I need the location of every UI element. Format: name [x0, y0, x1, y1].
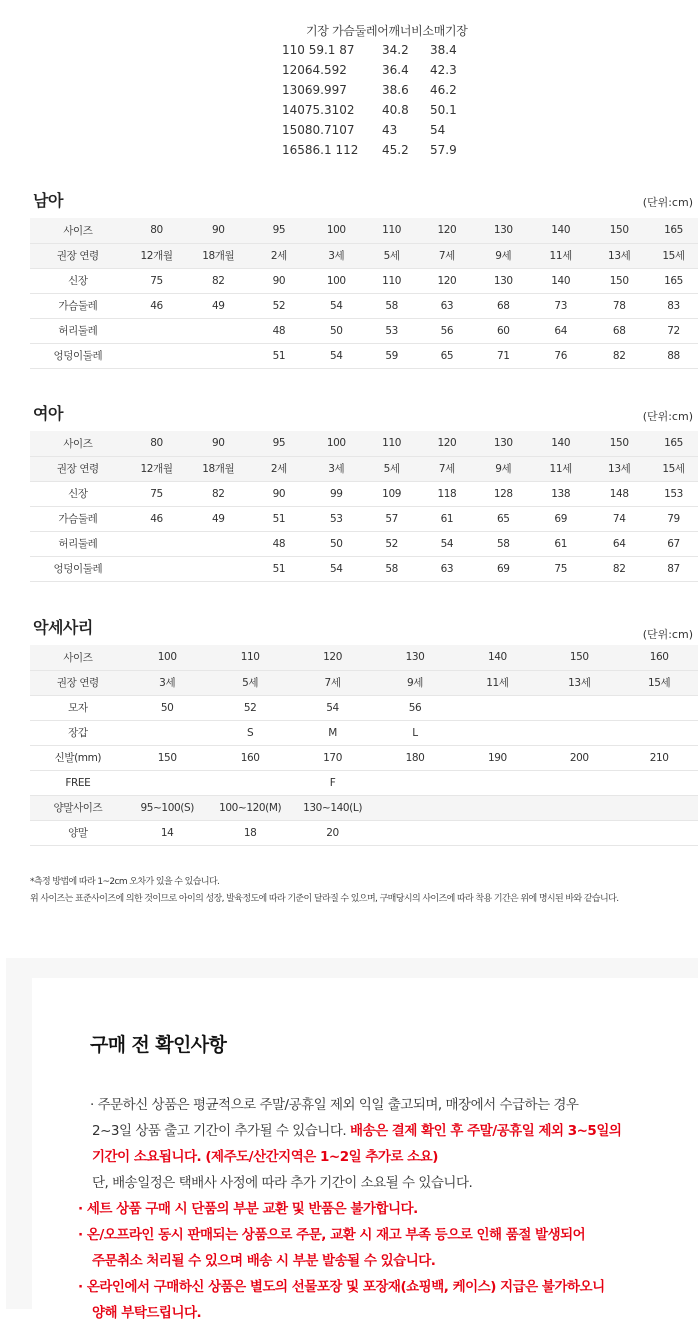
- top-size-cell: 46.2: [430, 83, 457, 97]
- top-size-cell: 50.1: [430, 103, 457, 117]
- table-cell: 64: [589, 531, 649, 556]
- table-cell: 78: [589, 293, 649, 318]
- table-cell: 120: [292, 645, 374, 670]
- accessories-table-row: [30, 645, 698, 670]
- measurement-note: *측정 방법에 따라 1~2cm 오차가 있을 수 있습니다.: [30, 877, 220, 887]
- notice-line-2-highlight: 배송은 결제 확인 후 주말/공휴일 제외 3~5일의: [349, 1123, 622, 1139]
- top-size-cell: 34.2: [382, 43, 409, 57]
- table-cell: 68: [475, 293, 532, 318]
- accessories-table-row: [30, 770, 698, 795]
- table-cell: 13세: [589, 243, 649, 268]
- table-cell: 82: [589, 556, 649, 581]
- table-cell: 49: [187, 506, 249, 531]
- table-cell: 9세: [475, 243, 532, 268]
- table-cell: 46: [126, 293, 188, 318]
- table-cell: 48: [249, 318, 309, 343]
- table-cell: 170: [292, 745, 374, 770]
- table-cell: 130: [475, 268, 532, 293]
- table-cell: 120: [419, 218, 474, 243]
- table-cell: 99: [309, 481, 364, 506]
- girls-size-table: [30, 431, 698, 582]
- table-cell: 190: [456, 745, 538, 770]
- accessories-table-row: [30, 695, 698, 720]
- table-cell: M: [292, 720, 374, 745]
- accessories-section-title: 악세사리: [33, 618, 93, 637]
- table-cell: 18: [209, 820, 292, 845]
- table-cell: 51: [249, 556, 309, 581]
- table-cell: 54: [309, 556, 364, 581]
- table-cell: 138: [532, 481, 589, 506]
- table-cell: [538, 720, 620, 745]
- table-cell: [187, 318, 249, 343]
- notice-line-1: · 주문하신 상품은 평균적으로 주말/공휴일 제외 익일 출고되며, 매장에서 수급하는 경우: [90, 1097, 579, 1113]
- table-cell: 12개월: [126, 243, 188, 268]
- table-cell: 118: [419, 481, 474, 506]
- row-header-cell: 엉덩이둘레: [30, 343, 126, 368]
- table-cell: 51: [249, 506, 309, 531]
- table-cell: [187, 343, 249, 368]
- table-cell: 9세: [475, 456, 532, 481]
- table-cell: 150: [538, 645, 620, 670]
- row-header-cell: FREE: [30, 770, 126, 795]
- top-size-cell: 13069.997: [282, 83, 347, 97]
- table-cell: [538, 770, 620, 795]
- table-cell: 69: [532, 506, 589, 531]
- table-cell: S: [209, 720, 292, 745]
- row-header-cell: 양말: [30, 820, 126, 845]
- table-cell: 54: [419, 531, 474, 556]
- table-cell: 59: [364, 343, 419, 368]
- table-cell: [187, 531, 249, 556]
- table-cell: 90: [187, 431, 249, 456]
- table-cell: 95~100(S): [126, 795, 209, 820]
- table-cell: 210: [620, 745, 698, 770]
- table-cell: 130~140(L): [292, 795, 374, 820]
- table-cell: 148: [589, 481, 649, 506]
- row-header-cell: 엉덩이둘레: [30, 556, 126, 581]
- notice-line-8: · 온라인에서 구매하신 상품은 별도의 선물포장 및 포장재(쇼핑백, 케이스) 지급은 불가하오니: [78, 1279, 605, 1295]
- row-header-cell: 양말사이즈: [30, 795, 126, 820]
- table-cell: 150: [589, 268, 649, 293]
- table-cell: 80: [126, 218, 188, 243]
- accessories-table-row: [30, 720, 698, 745]
- row-header-cell: 사이즈: [30, 431, 126, 456]
- top-size-cell: 57.9: [430, 143, 457, 157]
- top-size-cell: 15080.7107: [282, 123, 355, 137]
- table-cell: 13세: [538, 670, 620, 695]
- table-cell: [126, 343, 188, 368]
- table-cell: 79: [649, 506, 698, 531]
- table-cell: 130: [374, 645, 457, 670]
- table-cell: 75: [532, 556, 589, 581]
- table-cell: [620, 770, 698, 795]
- table-cell: [538, 820, 620, 845]
- table-cell: [620, 795, 698, 820]
- table-cell: 61: [532, 531, 589, 556]
- table-cell: 80: [126, 431, 188, 456]
- table-cell: 82: [187, 481, 249, 506]
- top-size-cell: 36.4: [382, 63, 409, 77]
- table-cell: 58: [364, 556, 419, 581]
- table-cell: 15세: [649, 456, 698, 481]
- notice-line-5: · 세트 상품 구매 시 단품의 부분 교환 및 반품은 불가합니다.: [78, 1201, 418, 1217]
- notice-line-9: 양해 부탁드립니다.: [92, 1305, 202, 1321]
- notice-line-2-text: 2~3일 상품 출고 기간이 추가될 수 있습니다.: [92, 1123, 350, 1139]
- table-cell: 58: [364, 293, 419, 318]
- table-cell: [620, 720, 698, 745]
- table-cell: 5세: [364, 456, 419, 481]
- purchase-notice-card: [32, 978, 698, 1321]
- table-cell: 130: [475, 431, 532, 456]
- table-cell: 88: [649, 343, 698, 368]
- table-cell: L: [374, 720, 457, 745]
- table-cell: 56: [374, 695, 457, 720]
- top-size-cell: 40.8: [382, 103, 409, 117]
- table-cell: 110: [209, 645, 292, 670]
- table-cell: [456, 695, 538, 720]
- top-size-header: 기장 가슴둘레어깨너비소매기장: [306, 24, 468, 38]
- notice-line-3: 기간이 소요됩니다. (제주도/산간지역은 1~2일 추가로 소요): [92, 1149, 438, 1165]
- table-cell: 110: [364, 218, 419, 243]
- table-cell: [538, 795, 620, 820]
- table-cell: 90: [187, 218, 249, 243]
- table-cell: F: [292, 770, 374, 795]
- table-cell: 20: [292, 820, 374, 845]
- table-cell: 52: [249, 293, 309, 318]
- table-cell: 83: [649, 293, 698, 318]
- table-cell: 130: [475, 218, 532, 243]
- girls-table-row: [30, 556, 698, 581]
- table-cell: 160: [209, 745, 292, 770]
- table-cell: 15세: [649, 243, 698, 268]
- table-cell: [456, 770, 538, 795]
- table-cell: 150: [589, 218, 649, 243]
- accessories-table-row: [30, 670, 698, 695]
- table-cell: 75: [126, 481, 188, 506]
- row-header-cell: 허리둘레: [30, 531, 126, 556]
- boys-table-row: [30, 293, 698, 318]
- boys-table-row: [30, 243, 698, 268]
- boys-table-row: [30, 343, 698, 368]
- table-cell: 109: [364, 481, 419, 506]
- table-cell: [126, 770, 209, 795]
- row-header-cell: 권장 연령: [30, 670, 126, 695]
- table-cell: 18개월: [187, 456, 249, 481]
- table-cell: 100: [309, 268, 364, 293]
- table-cell: 11세: [456, 670, 538, 695]
- row-header-cell: 가슴둘레: [30, 293, 126, 318]
- table-cell: [126, 531, 188, 556]
- table-cell: 140: [532, 268, 589, 293]
- accessories-table-row: [30, 795, 698, 820]
- accessories-table-row: [30, 745, 698, 770]
- top-size-cell: 14075.3102: [282, 103, 355, 117]
- table-cell: 7세: [419, 243, 474, 268]
- table-cell: 54: [309, 343, 364, 368]
- table-cell: 72: [649, 318, 698, 343]
- table-cell: 100: [126, 645, 209, 670]
- table-cell: [456, 795, 538, 820]
- girls-table-row: [30, 531, 698, 556]
- row-header-cell: 가슴둘레: [30, 506, 126, 531]
- table-cell: 50: [309, 531, 364, 556]
- accessories-table-row: [30, 820, 698, 845]
- table-cell: 90: [249, 268, 309, 293]
- table-cell: 100~120(M): [209, 795, 292, 820]
- table-cell: 69: [475, 556, 532, 581]
- purchase-notice-panel: [6, 958, 698, 1321]
- top-size-cell: 42.3: [430, 63, 457, 77]
- table-cell: [374, 820, 457, 845]
- table-cell: 49: [187, 293, 249, 318]
- table-cell: 58: [475, 531, 532, 556]
- table-cell: 54: [309, 293, 364, 318]
- top-size-block: [0, 0, 698, 170]
- table-cell: 2세: [249, 243, 309, 268]
- table-cell: 73: [532, 293, 589, 318]
- table-cell: 63: [419, 293, 474, 318]
- table-cell: [538, 695, 620, 720]
- top-size-cell: 38.4: [430, 43, 457, 57]
- table-cell: 15세: [620, 670, 698, 695]
- row-header-cell: 신장: [30, 481, 126, 506]
- girls-unit-label: (단위:cm): [642, 410, 693, 423]
- accessories-unit-label: (단위:cm): [642, 628, 693, 641]
- top-size-cell: 54: [430, 123, 446, 137]
- table-cell: 140: [532, 431, 589, 456]
- table-cell: 57: [364, 506, 419, 531]
- table-cell: 63: [419, 556, 474, 581]
- table-cell: 140: [532, 218, 589, 243]
- table-cell: 2세: [249, 456, 309, 481]
- table-cell: [456, 820, 538, 845]
- boys-table-row: [30, 218, 698, 243]
- table-cell: 65: [419, 343, 474, 368]
- table-cell: 65: [475, 506, 532, 531]
- table-cell: 3세: [309, 456, 364, 481]
- table-cell: 95: [249, 431, 309, 456]
- row-header-cell: 장갑: [30, 720, 126, 745]
- table-cell: 120: [419, 268, 474, 293]
- table-cell: 56: [419, 318, 474, 343]
- table-cell: [456, 720, 538, 745]
- table-cell: 90: [249, 481, 309, 506]
- table-cell: [126, 720, 209, 745]
- table-cell: 51: [249, 343, 309, 368]
- table-cell: 50: [126, 695, 209, 720]
- table-cell: 7세: [292, 670, 374, 695]
- table-cell: [126, 318, 188, 343]
- top-size-cell: 43: [382, 123, 398, 137]
- row-header-cell: 사이즈: [30, 645, 126, 670]
- top-size-cell: 45.2: [382, 143, 409, 157]
- top-size-cell: 38.6: [382, 83, 409, 97]
- table-cell: 165: [649, 218, 698, 243]
- notice-line-7: 주문취소 처리될 수 있으며 배송 시 부분 발송될 수 있습니다.: [92, 1253, 436, 1269]
- boys-section-title: 남아: [33, 191, 63, 210]
- boys-size-table: [30, 218, 698, 369]
- table-cell: 120: [419, 431, 474, 456]
- girls-table-row: [30, 481, 698, 506]
- table-cell: 68: [589, 318, 649, 343]
- boys-unit-label: (단위:cm): [642, 196, 693, 209]
- girls-section-title: 여아: [33, 404, 63, 423]
- table-cell: 61: [419, 506, 474, 531]
- table-cell: 150: [589, 431, 649, 456]
- table-cell: 87: [649, 556, 698, 581]
- table-cell: 200: [538, 745, 620, 770]
- table-cell: 11세: [532, 456, 589, 481]
- row-header-cell: 신발(mm): [30, 745, 126, 770]
- accessories-size-table: [30, 645, 698, 846]
- table-cell: 3세: [309, 243, 364, 268]
- row-header-cell: 사이즈: [30, 218, 126, 243]
- table-cell: 110: [364, 268, 419, 293]
- table-cell: 52: [209, 695, 292, 720]
- row-header-cell: 신장: [30, 268, 126, 293]
- table-cell: 7세: [419, 456, 474, 481]
- table-cell: 180: [374, 745, 457, 770]
- table-cell: 100: [309, 218, 364, 243]
- table-cell: 50: [309, 318, 364, 343]
- table-cell: 53: [364, 318, 419, 343]
- table-cell: [209, 770, 292, 795]
- size-standard-note: 위 사이즈는 표준사이즈에 의한 것이므로 아이의 성장, 발육정도에 따라 기준이 달라질 수 있으며, 구매당시의 사이즈에 따라 착용 기간은 위에 명시된 바와 같습니다.: [30, 894, 619, 904]
- table-cell: 74: [589, 506, 649, 531]
- table-cell: 48: [249, 531, 309, 556]
- table-cell: 18개월: [187, 243, 249, 268]
- girls-table-row: [30, 456, 698, 481]
- table-cell: 46: [126, 506, 188, 531]
- table-cell: [187, 556, 249, 581]
- row-header-cell: 권장 연령: [30, 243, 126, 268]
- table-cell: 64: [532, 318, 589, 343]
- table-cell: 153: [649, 481, 698, 506]
- table-cell: 13세: [589, 456, 649, 481]
- notice-title: 구매 전 확인사항: [90, 1034, 227, 1056]
- table-cell: 3세: [126, 670, 209, 695]
- table-cell: 12개월: [126, 456, 188, 481]
- table-cell: 95: [249, 218, 309, 243]
- table-cell: [374, 795, 457, 820]
- girls-table-row: [30, 431, 698, 456]
- table-cell: 9세: [374, 670, 457, 695]
- table-cell: [620, 820, 698, 845]
- top-size-cell: 12064.592: [282, 63, 347, 77]
- notice-line-4: 단, 배송일정은 택배사 사정에 따라 추가 기간이 소요될 수 있습니다.: [92, 1175, 473, 1191]
- table-cell: 100: [309, 431, 364, 456]
- table-cell: 75: [126, 268, 188, 293]
- table-cell: 5세: [364, 243, 419, 268]
- notice-line-6: · 온/오프라인 동시 판매되는 상품으로 주문, 교환 시 재고 부족 등으로 인해 품절 발생되어: [78, 1227, 586, 1243]
- table-cell: 14: [126, 820, 209, 845]
- table-cell: 5세: [209, 670, 292, 695]
- table-cell: [126, 556, 188, 581]
- table-cell: 54: [292, 695, 374, 720]
- table-cell: 82: [187, 268, 249, 293]
- table-cell: [620, 695, 698, 720]
- table-cell: 60: [475, 318, 532, 343]
- table-cell: 160: [620, 645, 698, 670]
- row-header-cell: 허리둘레: [30, 318, 126, 343]
- table-cell: 71: [475, 343, 532, 368]
- boys-table-row: [30, 268, 698, 293]
- table-cell: 76: [532, 343, 589, 368]
- table-cell: 82: [589, 343, 649, 368]
- table-cell: 128: [475, 481, 532, 506]
- table-cell: 53: [309, 506, 364, 531]
- table-cell: 150: [126, 745, 209, 770]
- boys-table-row: [30, 318, 698, 343]
- top-size-cell: 110 59.1 87: [282, 43, 355, 57]
- table-cell: 165: [649, 431, 698, 456]
- table-cell: 165: [649, 268, 698, 293]
- table-cell: 52: [364, 531, 419, 556]
- table-cell: 67: [649, 531, 698, 556]
- table-cell: 110: [364, 431, 419, 456]
- notice-line-2: [92, 1119, 621, 1139]
- table-cell: [374, 770, 457, 795]
- row-header-cell: 모자: [30, 695, 126, 720]
- row-header-cell: 권장 연령: [30, 456, 126, 481]
- girls-table-row: [30, 506, 698, 531]
- top-size-cell: 16586.1 112: [282, 143, 359, 157]
- table-cell: 11세: [532, 243, 589, 268]
- table-cell: 140: [456, 645, 538, 670]
